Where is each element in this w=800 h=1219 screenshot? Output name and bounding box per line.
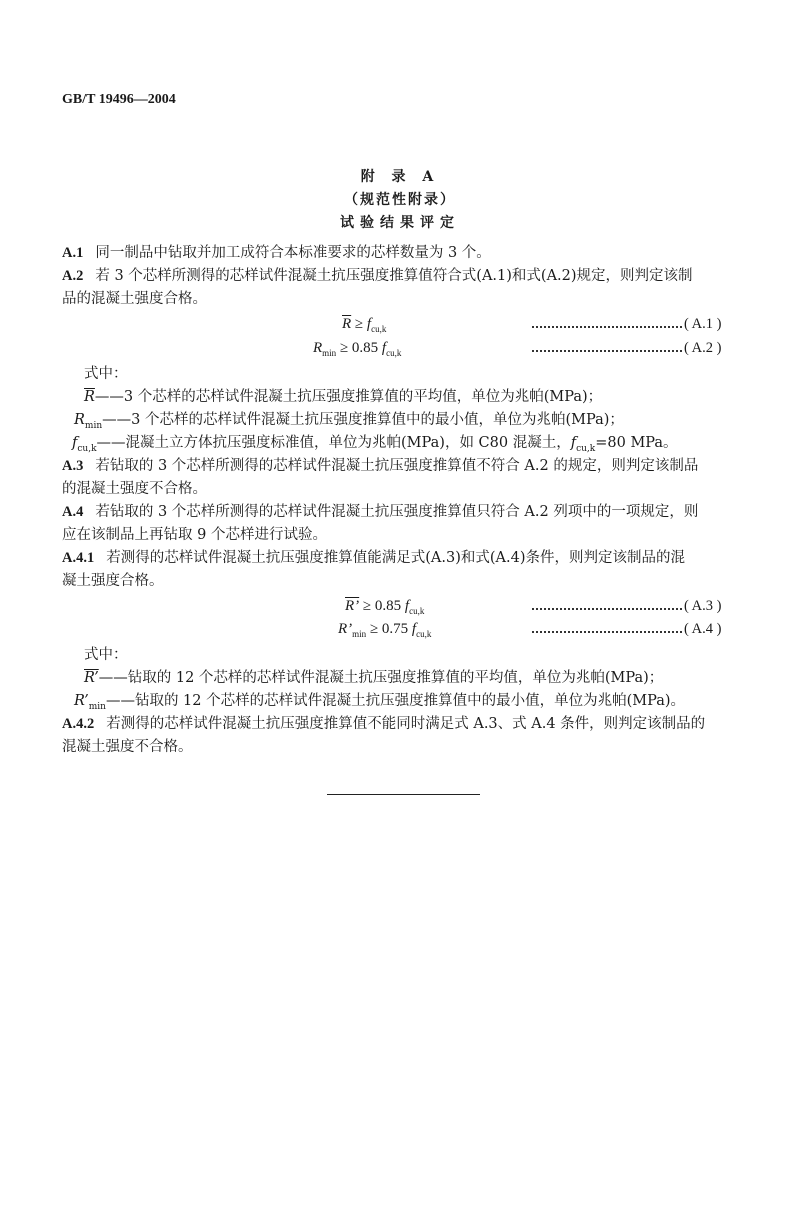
clause-a42-cont: 混凝土强度不合格。 xyxy=(62,739,193,755)
standard-number-header: GB/T 19496—2004 xyxy=(62,92,176,107)
def-symbol: f xyxy=(570,435,577,451)
def-text: ——3 个芯样的芯样试件混凝土抗压强度推算值的平均值，单位为兆帕(MPa)； xyxy=(94,389,603,405)
clause-text: 若测得的芯样试件混凝土抗压强度推算值不能同时满足式 A.3、式 A.4 条件，则判定该制品的 xyxy=(106,716,706,732)
formula-a4 xyxy=(338,621,431,639)
def-sub: cu,k xyxy=(576,443,596,454)
dot-leader xyxy=(532,326,682,328)
dot-leader xyxy=(532,350,682,352)
formula-lhs: R xyxy=(313,340,323,356)
clause-number: A.4.2 xyxy=(62,716,95,732)
formula-op: ≥ xyxy=(369,621,379,637)
def-sub: cu,k xyxy=(77,443,97,454)
clause-a41 xyxy=(62,548,685,568)
equation-label: ( A.1 ) xyxy=(684,316,722,332)
def-symbol: R’ xyxy=(84,670,99,686)
definition xyxy=(72,433,678,459)
formula-a1 xyxy=(342,316,386,334)
formula-lhs-sub: min xyxy=(352,629,367,639)
formula-coef: 0.75 xyxy=(381,621,409,637)
appendix-type: （规范性附录） xyxy=(344,192,456,208)
def-sub: min xyxy=(88,701,106,712)
formula-a2 xyxy=(313,340,401,358)
def-symbol: $\overline{R}$ xyxy=(84,389,95,405)
equation-label: ( A.3 ) xyxy=(684,598,722,614)
clause-a42 xyxy=(62,714,705,734)
clause-a3-cont: 的混凝土强度不合格。 xyxy=(62,481,207,497)
clause-a2-cont: 品的混凝土强度合格。 xyxy=(62,291,207,307)
def-sub: min xyxy=(84,420,103,431)
formula-f: f xyxy=(404,598,410,614)
clause-number: A.3 xyxy=(62,458,84,474)
formula-f-sub: cu,k xyxy=(409,606,425,616)
where-label: 式中： xyxy=(84,647,128,663)
def-text: ——3 个芯样的芯样试件混凝土抗压强度推算值中的最小值，单位为兆帕(MPa)； xyxy=(102,412,624,428)
formula-lhs: R’ xyxy=(338,621,353,637)
definition xyxy=(74,410,624,436)
clause-text: 若钻取的 3 个芯样所测得的芯样试件混凝土抗压强度推算值只符合 A.2 列项中的一项规定，则 xyxy=(95,504,699,520)
formula-op: ≥ xyxy=(339,340,349,356)
clause-number: A.4.1 xyxy=(62,550,95,566)
clause-a4-cont: 应在该制品上再钻取 9 个芯样进行试验。 xyxy=(62,527,327,543)
def-text: ——混凝土立方体抗压强度标准值，单位为兆帕(MPa)，如 C80 混凝土， xyxy=(96,435,571,451)
formula-op: ≥ xyxy=(354,316,364,332)
def-symbol: f xyxy=(72,435,78,451)
dot-leader xyxy=(532,608,682,610)
formula-f-sub: cu,k xyxy=(386,348,402,358)
def-symbol: R xyxy=(74,412,85,428)
clause-text: 若钻取的 3 个芯样所测得的芯样试件混凝土抗压强度推算值不符合 A.2 的规定，则判定该制品 xyxy=(95,458,699,474)
clause-a1 xyxy=(62,243,491,263)
def-text: ——钻取的 12 个芯样的芯样试件混凝土抗压强度推算值中的最小值，单位为兆帕(MPa)。 xyxy=(105,693,686,709)
appendix-title: 附 录 A xyxy=(360,169,440,185)
formula-f: f xyxy=(366,316,372,332)
formula-f-sub: cu,k xyxy=(371,324,387,334)
def-text: =80 MPa。 xyxy=(595,435,678,451)
dot-leader xyxy=(532,631,682,633)
formula-lhs: R’ xyxy=(345,598,360,614)
formula-coef: 0.85 xyxy=(374,598,402,614)
formula-coef: 0.85 xyxy=(351,340,379,356)
formula-op: ≥ xyxy=(362,598,372,614)
clause-text: 若测得的芯样试件混凝土抗压强度推算值能满足式(A.3)和式(A.4)条件，则判定该制品的混 xyxy=(106,550,685,566)
formula-f: f xyxy=(411,621,417,637)
formula-lhs-sub: min xyxy=(322,348,337,358)
clause-number: A.4 xyxy=(62,504,84,520)
appendix-name: 试验结果评定 xyxy=(340,215,460,231)
def-text: ——钻取的 12 个芯样的芯样试件混凝土抗压强度推算值的平均值，单位为兆帕(MPa)； xyxy=(98,670,664,686)
definition xyxy=(74,691,685,717)
def-symbol: R’ xyxy=(74,693,89,709)
formula-lhs: $\overline{R}$ xyxy=(342,316,352,332)
definition xyxy=(84,387,602,407)
end-rule xyxy=(327,794,480,795)
clause-a4 xyxy=(62,502,698,522)
clause-a3 xyxy=(62,456,698,476)
equation-label: ( A.2 ) xyxy=(684,340,722,356)
clause-number: A.2 xyxy=(62,268,84,284)
clause-text: 同一制品中钻取并加工成符合本标准要求的芯样数量为 3 个。 xyxy=(95,245,491,261)
clause-number: A.1 xyxy=(62,245,84,261)
formula-f: f xyxy=(381,340,387,356)
clause-text: 若 3 个芯样所测得的芯样试件混凝土抗压强度推算值符合式(A.1)和式(A.2)规定，则判定该制 xyxy=(95,268,693,284)
formula-a3 xyxy=(345,598,424,616)
equation-label: ( A.4 ) xyxy=(684,621,722,637)
clause-a41-cont: 凝土强度合格。 xyxy=(62,573,164,589)
where-label: 式中： xyxy=(84,366,128,382)
formula-f-sub: cu,k xyxy=(416,629,432,639)
clause-a2 xyxy=(62,266,693,286)
definition xyxy=(84,668,663,688)
